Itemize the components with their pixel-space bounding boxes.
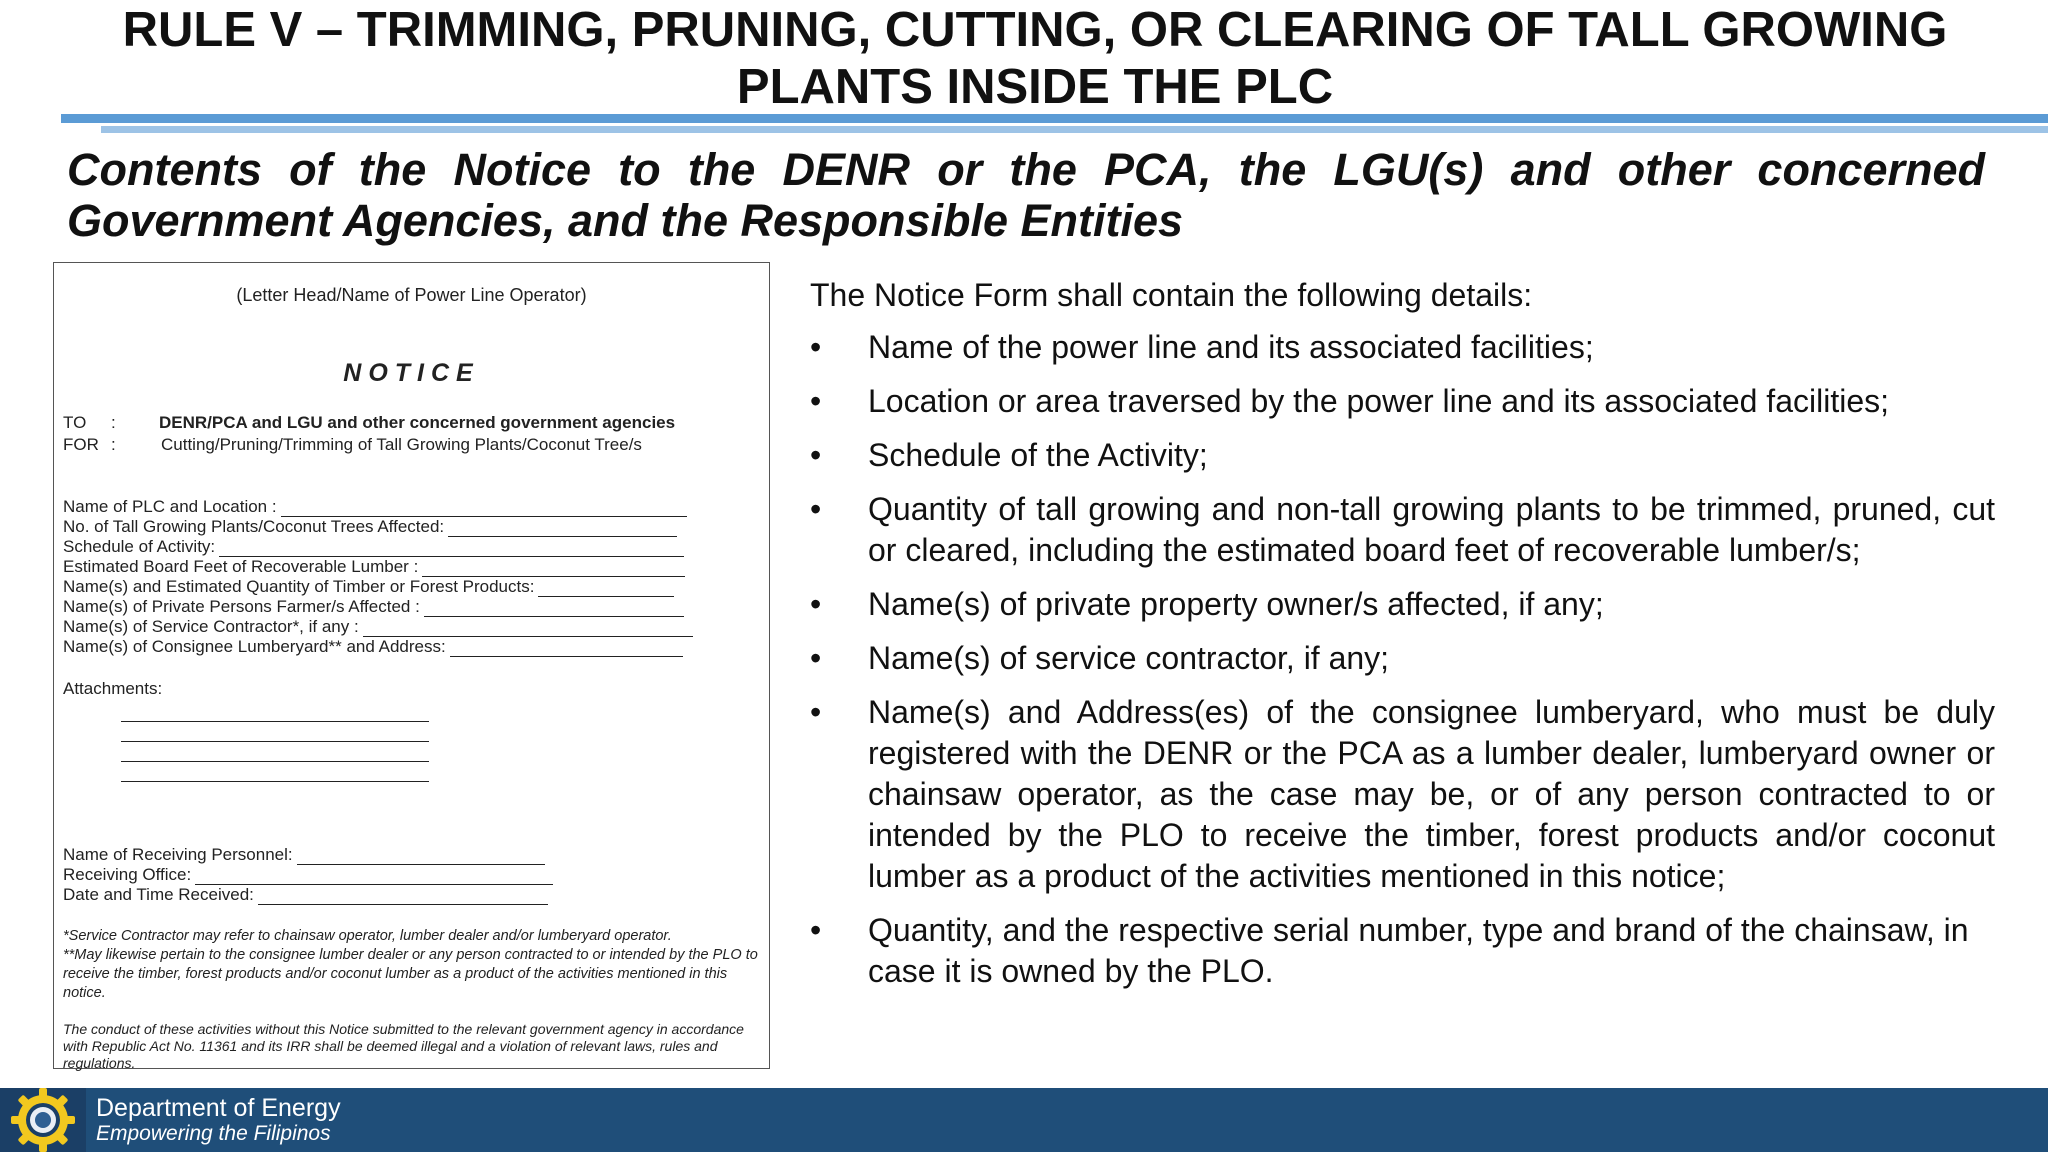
details-list bbox=[810, 327, 1995, 1005]
form-colon: : bbox=[111, 435, 116, 454]
bullet-icon: • bbox=[810, 640, 822, 676]
list-item: • Name of the power line and its associated facilities; bbox=[810, 327, 1995, 368]
form-field: Name(s) of Consignee Lumberyard** and Address: bbox=[63, 637, 758, 657]
bullet-icon: • bbox=[810, 383, 822, 419]
form-blank-line bbox=[195, 870, 553, 885]
list-item: • Name(s) of private property owner/s affected, if any; bbox=[810, 584, 1995, 625]
bullet-icon: • bbox=[810, 437, 822, 473]
form-blank-line bbox=[219, 542, 684, 557]
bullet-icon: • bbox=[810, 491, 822, 527]
form-field: Name(s) of Private Persons Farmer/s Affected : bbox=[63, 597, 758, 617]
form-blank-line bbox=[424, 602, 684, 617]
list-item: • Name(s) and Address(es) of the consignee lumberyard, who must be duly registered with the DENR or the PCA as a lumber dealer, lumberyard owner or chainsaw operator, as the case may be, or of any person contracted to or intended by the PLO to receive the timber, forest products and/or coconut lumber as a product of the activities mentioned in this notice; bbox=[810, 694, 1995, 894]
form-field: Name of PLC and Location : bbox=[63, 497, 758, 517]
list-item: • Schedule of the Activity; bbox=[810, 435, 1995, 476]
form-blank-line bbox=[450, 642, 683, 657]
details-heading: The Notice Form shall contain the following details: bbox=[810, 277, 1533, 313]
bullet-icon: • bbox=[810, 912, 822, 948]
footer-bar bbox=[0, 1088, 2048, 1152]
notice-form-image bbox=[53, 262, 770, 1069]
form-blank-line bbox=[281, 502, 687, 517]
form-note: *Service Contractor may refer to chainsaw operator, lumber dealer and/or lumberyard operator. bbox=[63, 928, 672, 944]
form-blank-line bbox=[297, 850, 545, 865]
form-blank-line bbox=[448, 522, 677, 537]
form-note: **May likewise pertain to the consignee lumber dealer or any person contracted to or intended by the PLO to receive the timber, forest products and/or coconut lumber as a product of the activities mentioned in this notice. bbox=[63, 947, 758, 1001]
title-divider bbox=[61, 114, 2048, 123]
form-blank-line bbox=[121, 761, 429, 762]
doe-logo-icon bbox=[0, 1088, 86, 1152]
footer-tagline: Empowering the Filipinos bbox=[96, 1122, 331, 1145]
list-item: • Location or area traversed by the power line and its associated facilities; bbox=[810, 381, 1995, 422]
form-blank-line bbox=[121, 781, 429, 782]
form-blank-line bbox=[363, 622, 693, 637]
form-receiving-field: Receiving Office: bbox=[63, 865, 758, 885]
form-field: No. of Tall Growing Plants/Coconut Trees Affected: bbox=[63, 517, 758, 537]
slide-title: RULE V – TRIMMING, PRUNING, CUTTING, OR CLEARING OF TALL GROWING PLANTS INSIDE THE PLC bbox=[122, 3, 1948, 114]
form-receiving-field: Date and Time Received: bbox=[63, 885, 758, 905]
form-to-value: DENR/PCA and LGU and other concerned government agencies bbox=[159, 413, 676, 432]
form-footnotes bbox=[63, 927, 765, 1003]
form-field: Name(s) of Service Contractor*, if any : bbox=[63, 617, 758, 637]
form-field: Name(s) and Estimated Quantity of Timber or Forest Products: bbox=[63, 577, 758, 597]
form-disclaimer bbox=[63, 1021, 765, 1072]
form-receiving-field: Name of Receiving Personnel: bbox=[63, 845, 758, 865]
form-blank-line bbox=[121, 721, 429, 722]
form-attachments-label: Attachments: bbox=[63, 679, 163, 698]
form-letterhead: (Letter Head/Name of Power Line Operator) bbox=[236, 285, 587, 305]
form-heading: NOTICE bbox=[343, 359, 480, 387]
bullet-icon: • bbox=[810, 694, 822, 730]
footer-org-name: Department of Energy bbox=[96, 1094, 341, 1122]
list-item: • Quantity, and the respective serial number, type and brand of the chainsaw, in case it is owned by the PLO. bbox=[810, 912, 1969, 989]
form-blank-line bbox=[422, 562, 685, 577]
form-for-value: Cutting/Pruning/Trimming of Tall Growing Plants/Coconut Tree/s bbox=[161, 435, 642, 454]
form-field: Schedule of Activity: bbox=[63, 537, 758, 557]
bullet-icon: • bbox=[810, 586, 822, 622]
list-item: • Quantity of tall growing and non-tall growing plants to be trimmed, pruned, cut or cleared, including the estimated board feet of recoverable lumber/s; bbox=[810, 491, 1995, 568]
form-colon: : bbox=[111, 413, 116, 432]
form-for-label: FOR bbox=[63, 435, 99, 454]
form-for-row bbox=[63, 435, 642, 455]
title-divider-secondary bbox=[101, 126, 2048, 133]
form-blank-line bbox=[538, 582, 674, 597]
form-to-row bbox=[63, 413, 675, 433]
form-field: Estimated Board Feet of Recoverable Lumber : bbox=[63, 557, 758, 577]
form-to-label: TO bbox=[63, 413, 87, 432]
list-item: • Name(s) of service contractor, if any; bbox=[810, 638, 1995, 679]
form-blank-line bbox=[258, 890, 548, 905]
form-note: The conduct of these activities without this Notice submitted to the relevant government agency in accordance with Republic Act No. 11361 and its IRR shall be deemed illegal and a violation of relevant laws, rules and regulations. bbox=[63, 1021, 744, 1071]
slide-subtitle: Contents of the Notice to the DENR or the PCA, the LGU(s) and other concerned Government Agencies, and the Responsible Entities bbox=[67, 144, 1985, 246]
form-blank-line bbox=[121, 741, 429, 742]
bullet-icon: • bbox=[810, 329, 822, 365]
